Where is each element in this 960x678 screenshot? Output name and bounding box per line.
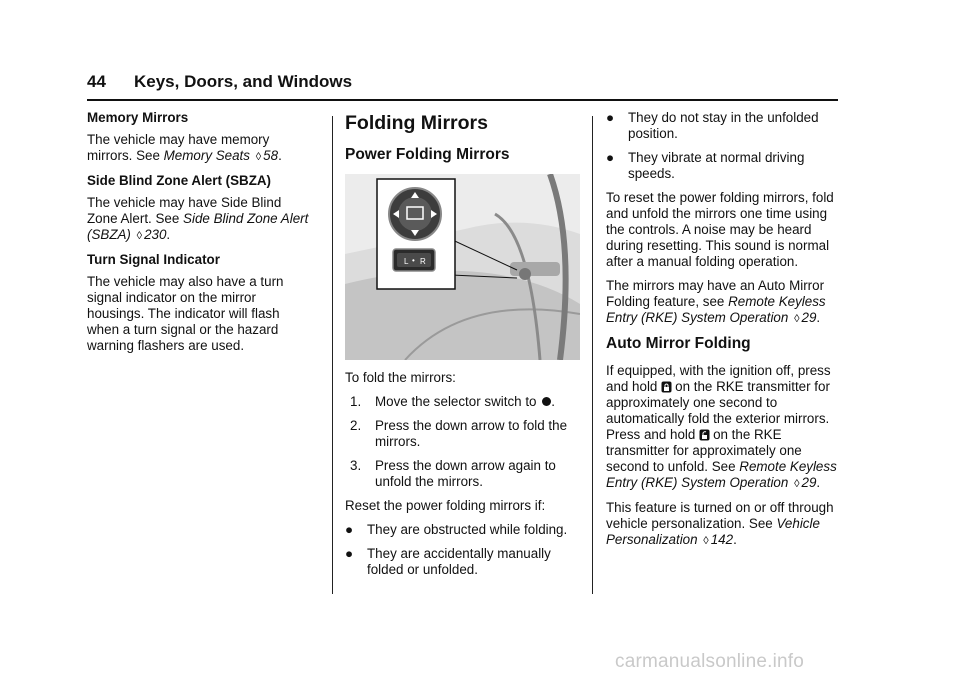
memory-mirrors-text: The vehicle may have memory mirrors. See Memory Seats ◊ 58. bbox=[87, 132, 282, 163]
vehicle-personalization-link[interactable]: Vehicle Personalization bbox=[606, 516, 820, 547]
column-divider bbox=[332, 116, 333, 594]
column-divider bbox=[592, 116, 593, 594]
turn-signal-text: The vehicle may also have a turn signal indicator on the mirror housings. The indicator will flash when a turn signal or the hazard warning flashers are used. bbox=[87, 274, 284, 353]
unlock-key-icon bbox=[699, 429, 710, 441]
page-ref[interactable]: 230 bbox=[144, 227, 167, 242]
watermark: carmanualsonline.info bbox=[615, 651, 805, 672]
mirror-switch-figure bbox=[345, 174, 580, 360]
auto-mirror-folding-heading: Auto Mirror Folding bbox=[606, 335, 751, 352]
memory-mirrors-heading: Memory Mirrors bbox=[87, 110, 189, 125]
page-ref-icon: ◊ bbox=[794, 478, 800, 490]
column-1 bbox=[87, 110, 315, 362]
selector-dot-icon bbox=[542, 397, 551, 406]
switch-label-right: R bbox=[420, 257, 426, 266]
page-ref-icon: ◊ bbox=[136, 230, 143, 242]
lock-key-icon bbox=[661, 381, 672, 393]
reset-procedure-text: To reset the power folding mirrors, fold and unfold the mirrors one time using the controls. A noise may be heard during resetting. This sound is normal after a manual folding operation. bbox=[606, 190, 834, 269]
list-item: ● They do not stay in the unfolded position. bbox=[606, 110, 819, 141]
step-item: 2. Press the down arrow to fold the mirrors. bbox=[350, 418, 568, 449]
bullet-icon: ● bbox=[606, 110, 615, 125]
rke-link[interactable]: Remote Keyless Entry (RKE) System Operation bbox=[606, 459, 837, 490]
bullet-icon: ● bbox=[345, 546, 354, 561]
bullet-icon: ● bbox=[345, 522, 354, 537]
fold-steps bbox=[345, 394, 580, 490]
page-ref[interactable]: 142 bbox=[710, 532, 734, 547]
folding-mirrors-title: Folding Mirrors bbox=[345, 112, 488, 134]
switch-label-center: • bbox=[412, 256, 415, 265]
rke-link[interactable]: Remote Keyless Entry (RKE) System Operation bbox=[606, 294, 826, 325]
step-item: 3. Press the down arrow again to unfold the mirrors. bbox=[350, 458, 556, 489]
list-item: ● They are obstructed while folding. bbox=[345, 522, 568, 537]
list-item: ● They are accidentally manually folded or unfolded. bbox=[345, 546, 551, 577]
list-item: ● They vibrate at normal driving speeds. bbox=[606, 150, 805, 181]
page-header bbox=[87, 70, 838, 100]
page-ref-icon: ◊ bbox=[703, 535, 709, 547]
fold-intro: To fold the mirrors: bbox=[345, 370, 456, 385]
auto-folding-text: If equipped, with the ignition off, press and hold on the RKE transmitter for approximately one second to automatically fold the exterior mirrors. Press and hold on the RKE transmitter for approximately one second to unfold. See Remote Keyless Entry (RKE) System Operation ◊ 29. bbox=[606, 363, 837, 490]
turn-signal-heading: Turn Signal Indicator bbox=[87, 252, 220, 267]
bullet-icon: ● bbox=[606, 150, 615, 165]
reset-conditions-cont bbox=[606, 110, 840, 182]
reset-intro: Reset the power folding mirrors if: bbox=[345, 498, 546, 513]
step-item: 1. Move the selector switch to . bbox=[350, 394, 555, 409]
page-ref[interactable]: 29 bbox=[801, 310, 817, 325]
switch-label-left: L bbox=[404, 257, 409, 266]
page-ref-icon: ◊ bbox=[255, 151, 262, 163]
page-ref[interactable]: 29 bbox=[801, 475, 817, 490]
section-title: Keys, Doors, and Windows bbox=[134, 72, 353, 91]
column-2 bbox=[345, 110, 580, 586]
memory-seats-link[interactable]: Memory Seats bbox=[163, 148, 250, 163]
page-ref[interactable]: 58 bbox=[263, 148, 279, 163]
auto-folding-ref: The mirrors may have an Auto Mirror Folding feature, see Remote Keyless Entry (RKE) System Operation ◊ 29. bbox=[606, 278, 826, 325]
sbza-heading: Side Blind Zone Alert (SBZA) bbox=[87, 173, 271, 188]
personalization-text: This feature is turned on or off through vehicle personalization. See Vehicle Personalization ◊ 142. bbox=[606, 500, 834, 547]
reset-conditions bbox=[345, 522, 580, 578]
column-3 bbox=[606, 110, 840, 557]
sbza-text: The vehicle may have Side Blind Zone Alert. See Side Blind Zone Alert (SBZA) ◊ 230. bbox=[87, 195, 309, 242]
power-folding-subtitle: Power Folding Mirrors bbox=[345, 146, 510, 163]
page-number: 44 bbox=[87, 72, 106, 91]
sbza-link[interactable]: Side Blind Zone Alert (SBZA) bbox=[87, 211, 309, 242]
header-rule bbox=[87, 99, 838, 101]
page-ref-icon: ◊ bbox=[794, 313, 800, 325]
